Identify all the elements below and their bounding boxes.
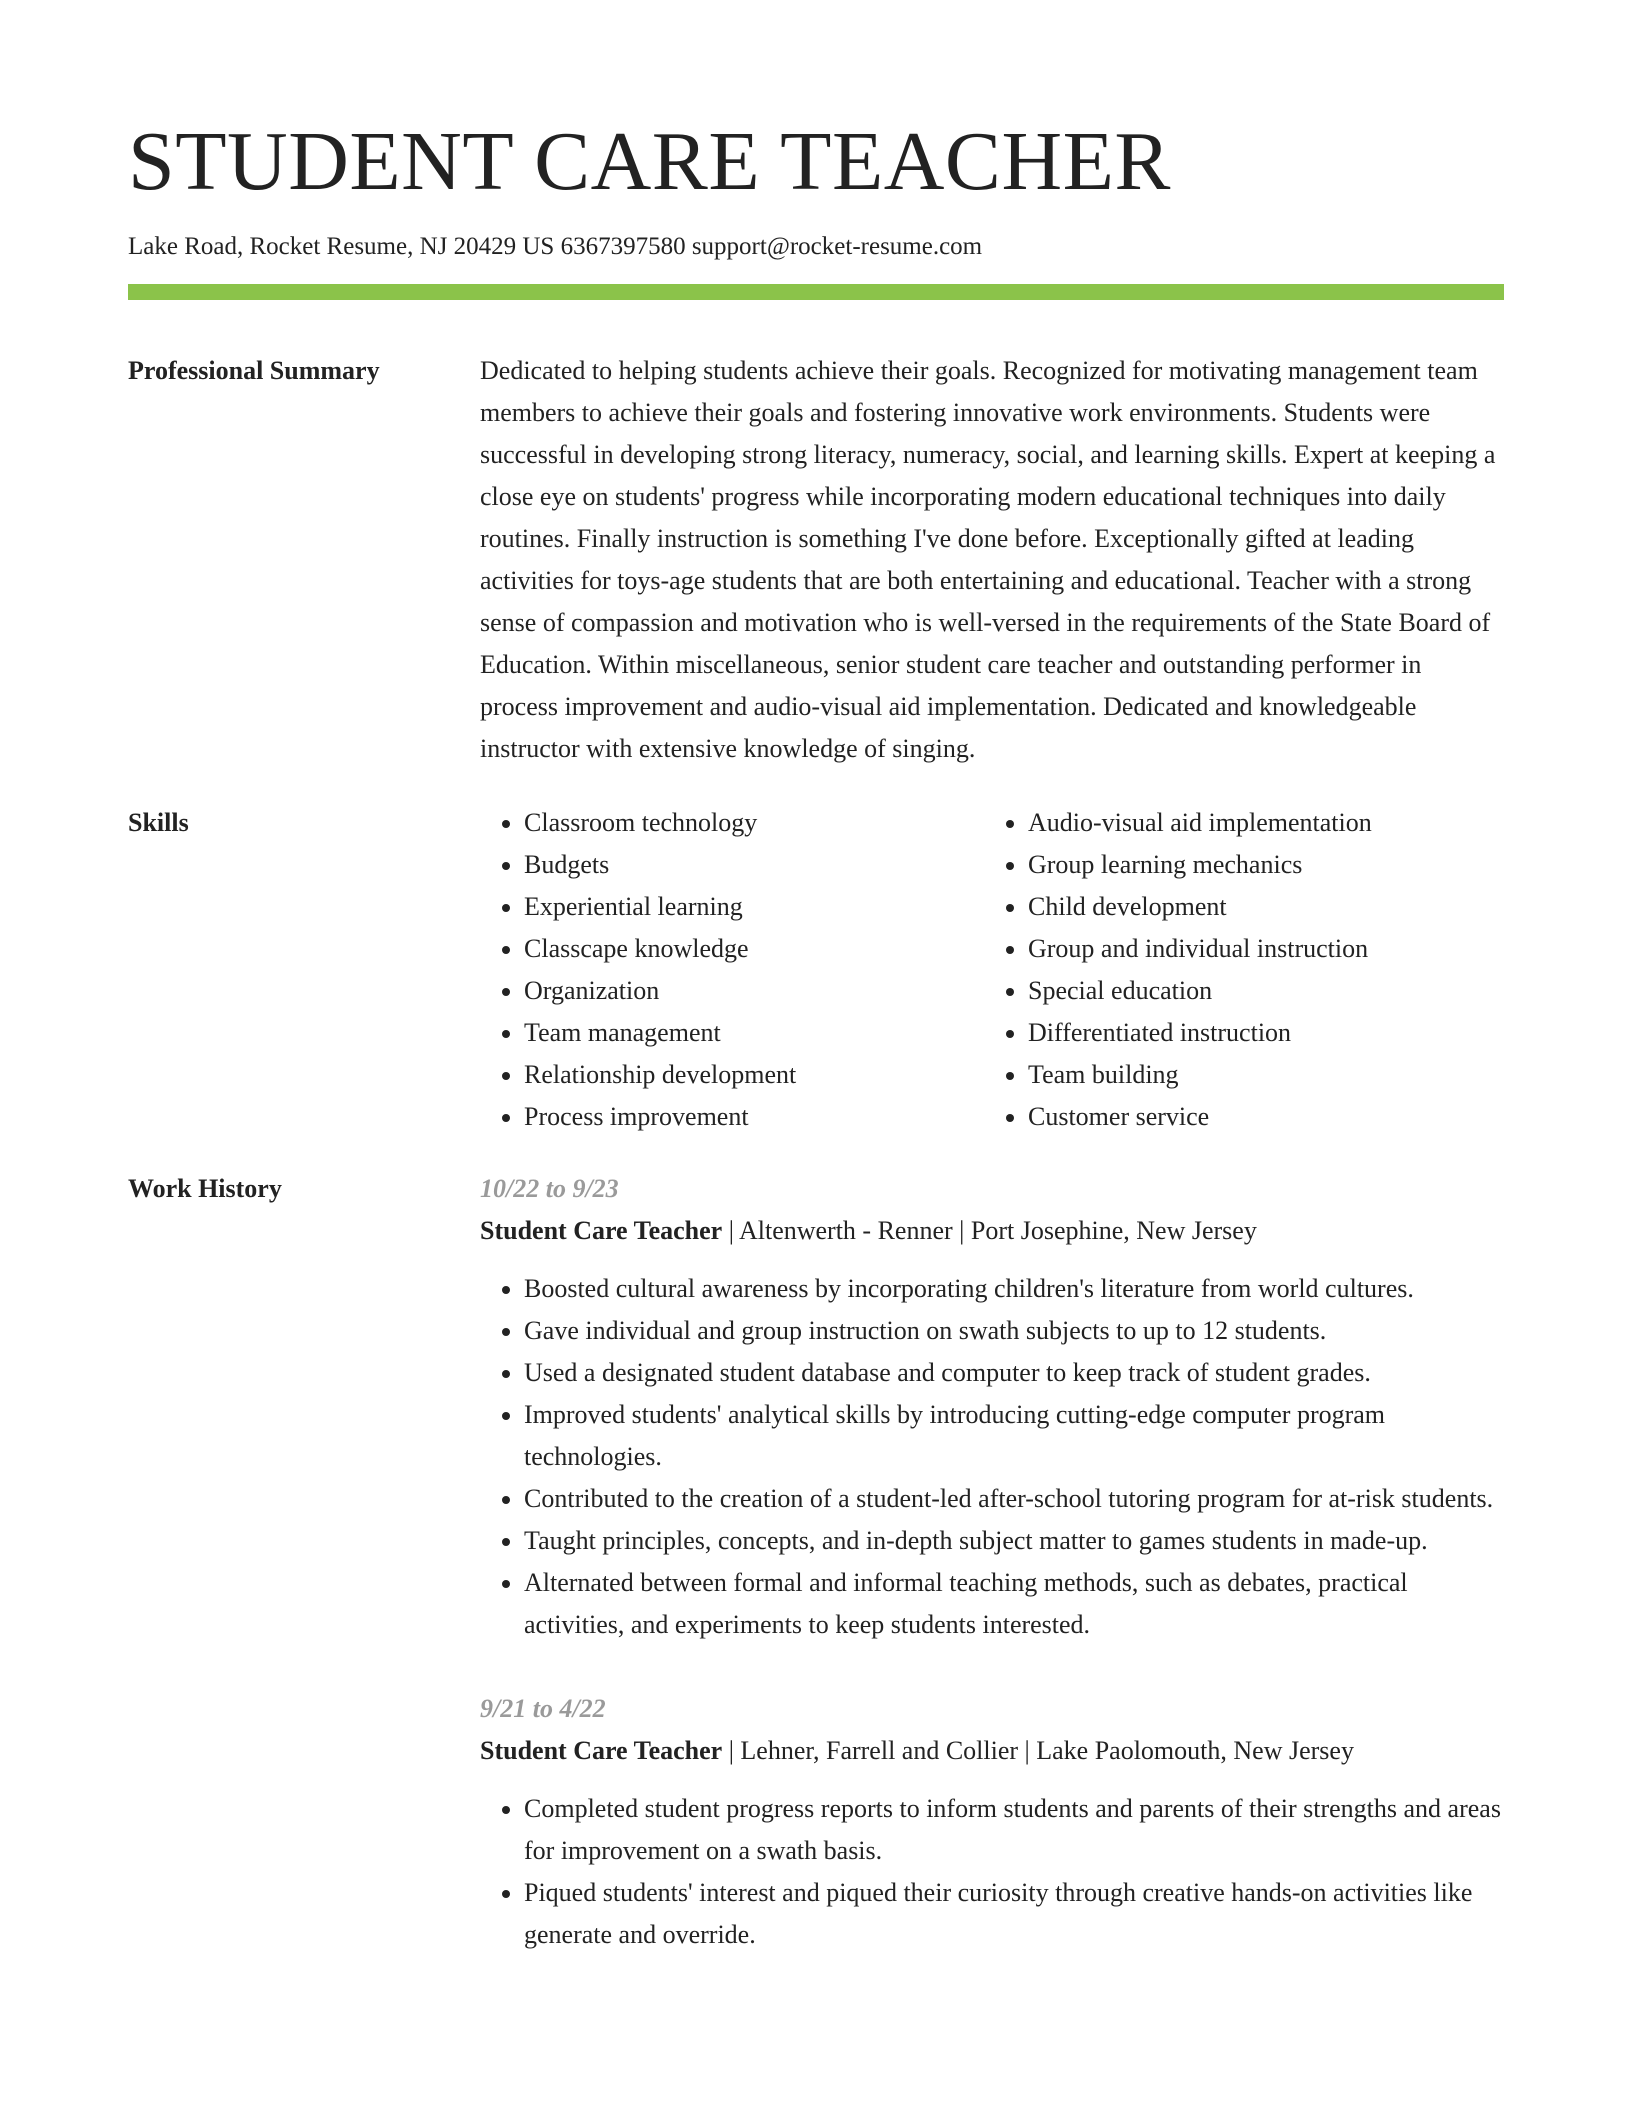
skill-item: • Relationship development — [524, 1054, 984, 1096]
job-title: Student Care Teacher — [480, 1216, 723, 1245]
skills-list-right — [984, 802, 1488, 1138]
job-dates: 9/21 to 4/22 — [480, 1694, 606, 1723]
summary-text: Dedicated to helping students achieve their goals. Recognized for motivating management team members to achieve their goals and fostering innovative work environments. Students were successful in developing strong literacy, numeracy, social, and learning skills. Expert at keeping a close eye on students' progress while incorporating modern educational techniques into daily routines. Finally instruction is something I've done before. Exceptionally gifted at leading activities for toys-age students that are both entertaining and educational. Teacher with a strong sense of compassion and motivation who is well-versed in the requirements of the State Board of Education. Within miscellaneous, senior student care teacher and outstanding performer in process improvement and audio-visual aid implementation. Dedicated and knowledgeable instructor with extensive knowledge of singing. — [480, 356, 1496, 763]
job-bullets — [480, 1268, 1504, 1646]
job-bullets — [480, 1788, 1504, 1956]
job-details: | Lehner, Farrell and Collier | Lake Paolomouth, New Jersey — [722, 1736, 1354, 1765]
job-bullet: • Piqued students' interest and piqued their curiosity through creative hands-on activities like generate and override. — [524, 1872, 1504, 1956]
job-entry — [480, 1688, 1504, 1956]
job-header — [480, 1730, 1504, 1772]
job-bullet: • Alternated between formal and informal teaching methods, such as debates, practical activities, and experiments to keep students interested. — [524, 1562, 1504, 1646]
job-bullet: • Taught principles, concepts, and in-depth subject matter to games students in made-up. — [524, 1520, 1504, 1562]
job-details: | Altenwerth - Renner | Port Josephine, New Jersey — [722, 1216, 1257, 1245]
jobs-list — [480, 1168, 1504, 1956]
job-dates: 10/22 to 9/23 — [480, 1174, 619, 1203]
section-heading: Skills — [128, 808, 189, 837]
work-history-section — [128, 1168, 1504, 1956]
section-heading: Professional Summary — [128, 356, 380, 385]
resume-page — [128, 115, 1504, 1956]
skill-item: • Budgets — [524, 844, 984, 886]
section-body — [480, 350, 1504, 770]
skill-item: • Team building — [1028, 1054, 1488, 1096]
job-entry — [480, 1168, 1504, 1646]
skill-item: • Classcape knowledge — [524, 928, 984, 970]
job-title: Student Care Teacher — [480, 1736, 723, 1765]
skills-list-left — [480, 802, 984, 1138]
skill-item: • Customer service — [1028, 1096, 1488, 1138]
skill-item: • Child development — [1028, 886, 1488, 928]
skill-item: • Group and individual instruction — [1028, 928, 1488, 970]
contact-info: Lake Road, Rocket Resume, NJ 20429 US 6367397580 support@rocket-resume.com — [128, 233, 983, 260]
job-bullet: • Contributed to the creation of a student-led after-school tutoring program for at-risk students. — [524, 1478, 1504, 1520]
job-bullet: • Completed student progress reports to inform students and parents of their strengths and areas for improvement on a swath basis. — [524, 1788, 1504, 1872]
section-heading: Work History — [128, 1174, 282, 1203]
skill-item: • Differentiated instruction — [1028, 1012, 1488, 1054]
skill-item: • Audio-visual aid implementation — [1028, 802, 1488, 844]
job-bullet: • Improved students' analytical skills by introducing cutting-edge computer program technologies. — [524, 1394, 1504, 1478]
skills-section — [128, 802, 1504, 1138]
skill-item: • Team management — [524, 1012, 984, 1054]
skill-item: • Classroom technology — [524, 802, 984, 844]
header-divider — [128, 284, 1504, 300]
professional-summary-section — [128, 350, 1504, 770]
job-header — [480, 1210, 1504, 1252]
job-bullet: • Boosted cultural awareness by incorporating children's literature from world cultures. — [524, 1268, 1504, 1310]
skill-item: • Organization — [524, 970, 984, 1012]
skill-item: • Process improvement — [524, 1096, 984, 1138]
candidate-name: STUDENT CARE TEACHER — [128, 115, 1171, 208]
skill-item: • Special education — [1028, 970, 1488, 1012]
job-bullet: • Used a designated student database and computer to keep track of student grades. — [524, 1352, 1504, 1394]
skill-item: • Group learning mechanics — [1028, 844, 1488, 886]
skills-columns — [480, 802, 1504, 1138]
skill-item: • Experiential learning — [524, 886, 984, 928]
job-bullet: • Gave individual and group instruction on swath subjects to up to 12 students. — [524, 1310, 1504, 1352]
